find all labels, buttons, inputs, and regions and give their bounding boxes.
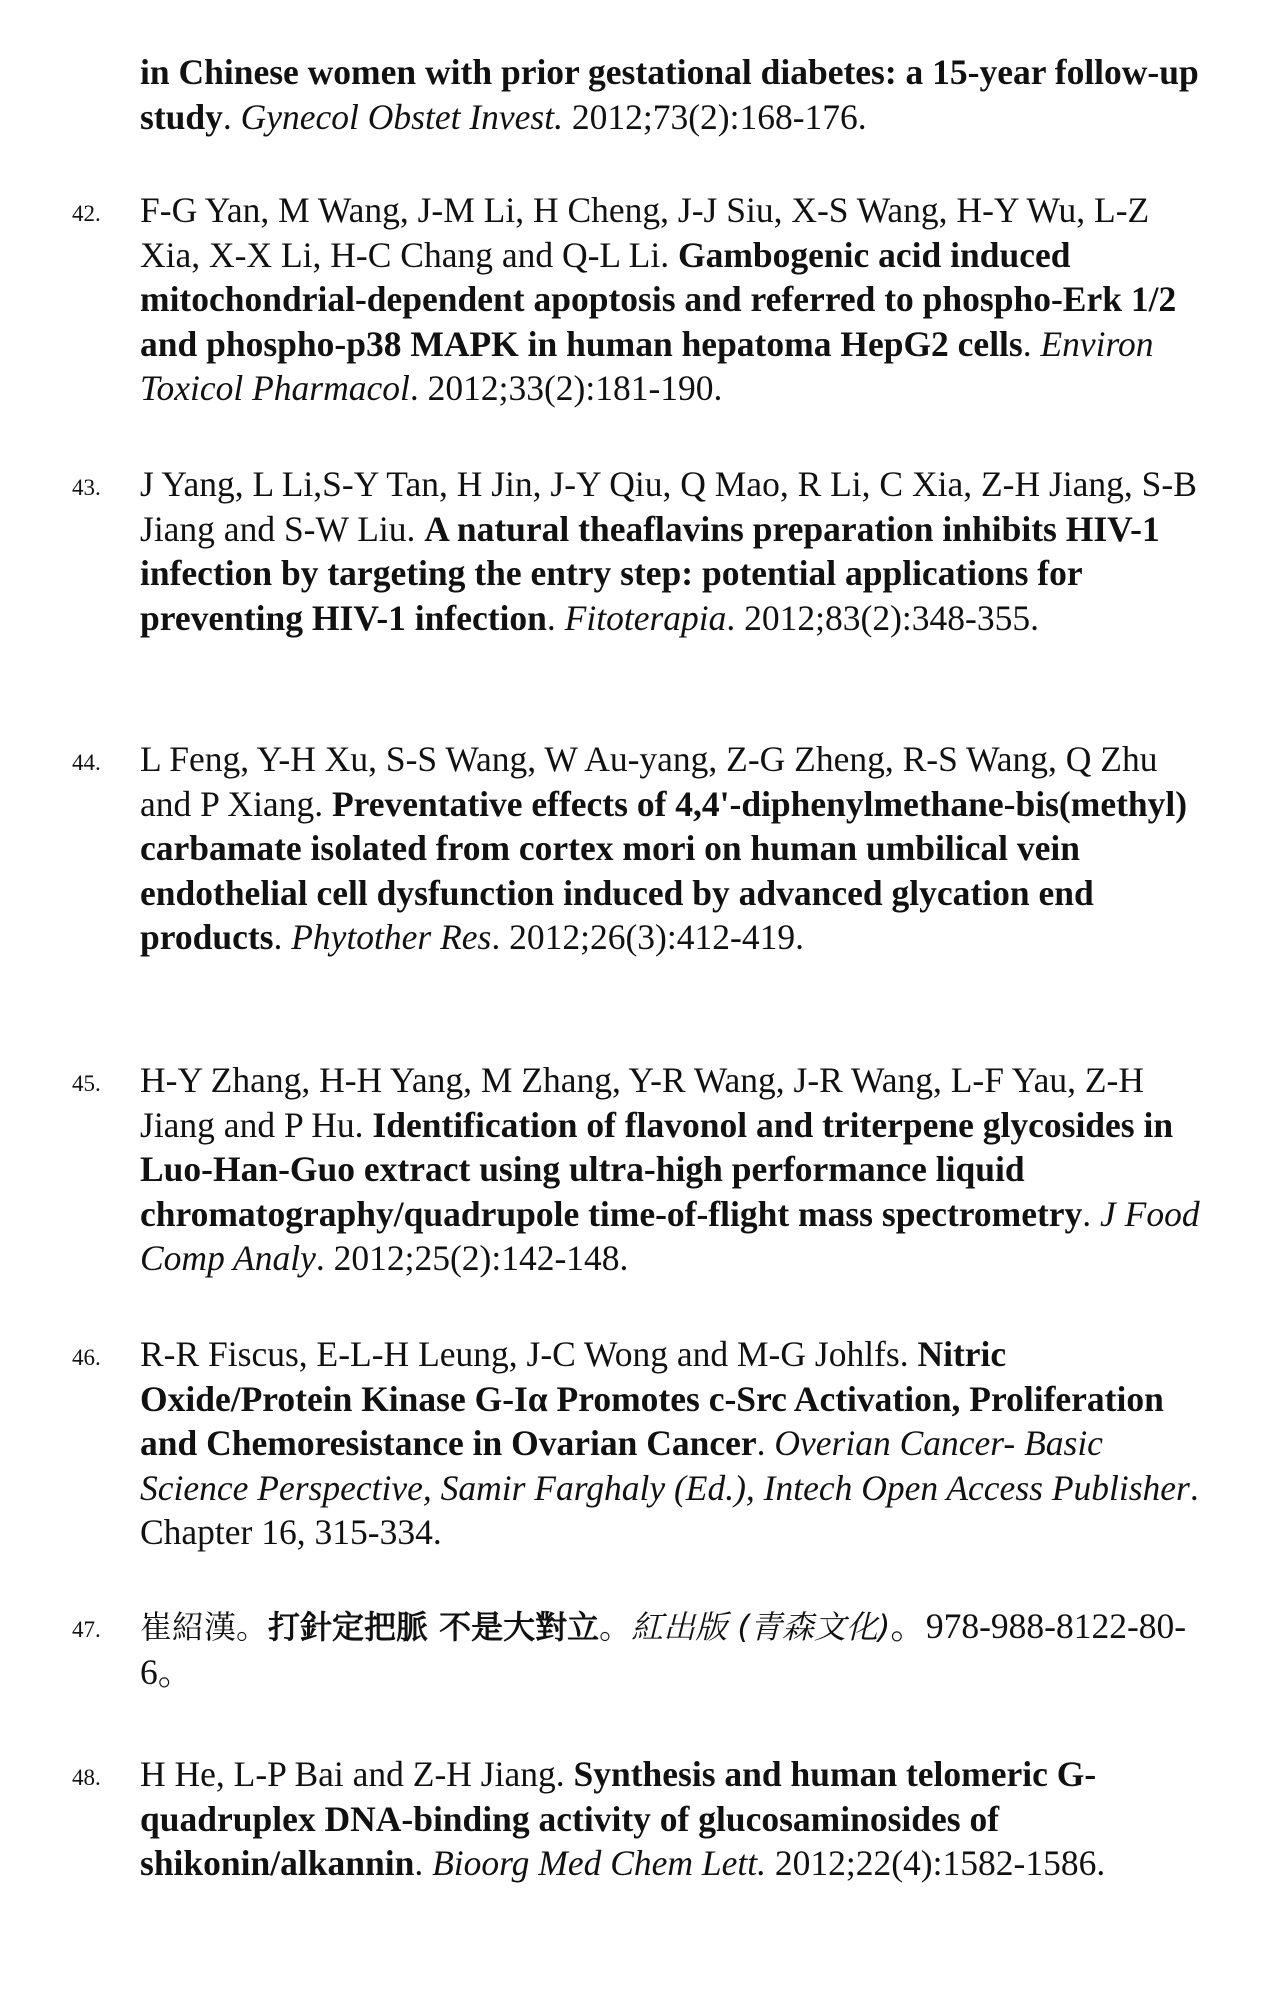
reference-title: Preventative effects of 4,4'-diphenylmethane-bis(methyl) carbamate isolated from cortex mori on human umbilical vein endothelial cell dysfunction induced by advanced glycation end products bbox=[140, 783, 1188, 957]
reference-journal: Overian Cancer- Basic Science Perspective, Samir Farghaly (Ed.), Intech Open Access Publisher bbox=[140, 1423, 1190, 1508]
reference-number: 46. bbox=[72, 1345, 101, 1370]
reference-text bbox=[140, 188, 1205, 411]
reference-details: . 2012;25(2):142-148. bbox=[315, 1238, 629, 1278]
reference-journal: Environ Toxicol Pharmacol bbox=[140, 323, 1154, 408]
reference-text bbox=[140, 1752, 1205, 1886]
separator: . bbox=[414, 1843, 433, 1883]
reference-text bbox=[140, 462, 1205, 640]
reference-text bbox=[140, 1332, 1205, 1555]
reference-number: 48. bbox=[72, 1765, 101, 1790]
separator: . bbox=[546, 597, 565, 638]
reference-journal: Bioorg Med Chem Lett. bbox=[432, 1843, 766, 1883]
reference-authors: H-Y Zhang, H-H Yang, M Zhang, Y-R Wang, J-R Wang, L-F Yau, Z-H Jiang and P Hu. bbox=[140, 1060, 1145, 1145]
reference-number: 47. bbox=[72, 1617, 101, 1642]
reference-authors: J Yang, L Li,S-Y Tan, H Jin, J-Y Qiu, Q Mao, R Li, C Xia, Z-H Jiang, S-B Jiang and S-W Liu. bbox=[140, 464, 1197, 549]
separator: . bbox=[1082, 1193, 1101, 1234]
reference-title: A natural theaflavins preparation inhibits HIV-1 infection by targeting the entry step: potential applications for preventing HIV-1 infection bbox=[140, 508, 1160, 638]
reference-text bbox=[140, 737, 1205, 960]
reference-authors: 崔紹漢。 bbox=[140, 1608, 269, 1646]
reference-number: 45. bbox=[72, 1071, 101, 1096]
separator: . bbox=[1022, 323, 1041, 364]
reference-journal: Phytother Res bbox=[291, 917, 492, 957]
reference-text bbox=[140, 50, 1205, 139]
reference-title: in Chinese women with prior gestational diabetes: a 15-year follow-up study bbox=[140, 52, 1199, 137]
reference-journal: J Food Comp Analy bbox=[140, 1193, 1200, 1278]
separator: . bbox=[222, 96, 241, 137]
reference-text bbox=[140, 1058, 1205, 1281]
reference-journal: 紅出版 (青森文化) bbox=[631, 1608, 891, 1646]
reference-title: Nitric Oxide/Protein Kinase G-Iα Promotes c-Src Activation, Proliferation and Chemoresistance in Ovarian Cancer bbox=[140, 1334, 1164, 1463]
reference-authors: R-R Fiscus, E-L-H Leung, J-C Wong and M-G Johlfs. bbox=[140, 1334, 918, 1374]
reference-title: Identification of flavonol and triterpene glycosides in Luo-Han-Guo extract using ultra-high performance liquid chromatography/quadrupole time-of-flight mass spectrometry bbox=[140, 1104, 1174, 1234]
reference-details: 2012;22(4):1582-1586. bbox=[766, 1843, 1106, 1883]
reference-text bbox=[140, 1604, 1205, 1694]
reference-details: 。978-988-8122-80-6。 bbox=[140, 1606, 1187, 1692]
reference-title: 打針定把脈 不是大對立 bbox=[268, 1608, 600, 1646]
separator: . bbox=[756, 1423, 775, 1463]
reference-details: . 2012;83(2):348-355. bbox=[726, 597, 1039, 638]
reference-journal: Fitoterapia bbox=[564, 597, 727, 638]
reference-authors: F-G Yan, M Wang, J-M Li, H Cheng, J-J Siu, X-S Wang, H-Y Wu, L-Z Xia, X-X Li, H-C Chang and Q-L Li. bbox=[140, 190, 1150, 275]
reference-authors: L Feng, Y-H Xu, S-S Wang, W Au-yang, Z-G Zheng, R-S Wang, Q Zhu and P Xiang. bbox=[140, 739, 1158, 824]
reference-number: 43. bbox=[72, 475, 101, 500]
reference-authors: H He, L-P Bai and Z-H Jiang. bbox=[140, 1754, 574, 1794]
reference-number: 42. bbox=[72, 201, 101, 226]
reference-title: Synthesis and human telomeric G-quadruplex DNA-binding activity of glucosaminosides of shikonin/alkannin bbox=[140, 1754, 1097, 1883]
reference-details: . 2012;26(3):412-419. bbox=[491, 917, 804, 957]
reference-journal: Gynecol Obstet Invest. bbox=[240, 96, 563, 137]
reference-title: Gambogenic acid induced mitochondrial-dependent apoptosis and referred to phospho-Erk 1/2 and phospho-p38 MAPK in human hepatoma HepG2 cells bbox=[140, 234, 1177, 364]
separator: 。 bbox=[599, 1608, 632, 1646]
reference-details: . Chapter 16, 315-334. bbox=[140, 1467, 1199, 1552]
reference-details: 2012;73(2):168-176. bbox=[562, 96, 867, 137]
reference-number: 44. bbox=[72, 750, 101, 775]
reference-details: . 2012;33(2):181-190. bbox=[409, 368, 723, 408]
separator: . bbox=[273, 917, 292, 957]
